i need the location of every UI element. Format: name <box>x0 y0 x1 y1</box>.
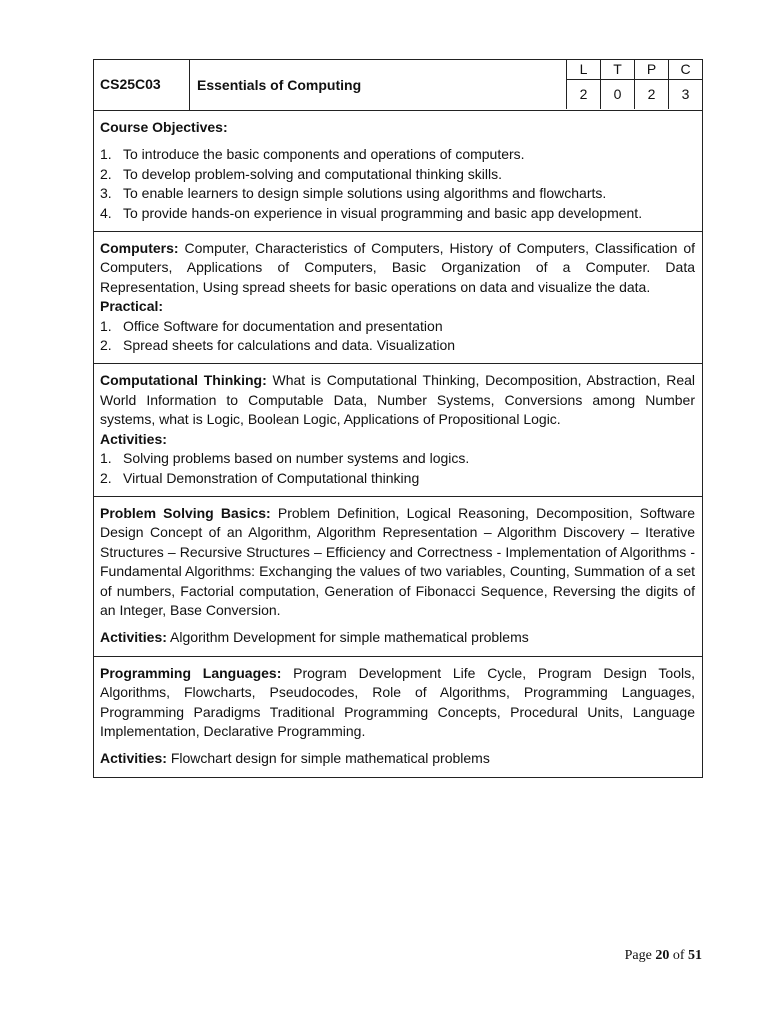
list-item: 2. Spread sheets for calculations and data. Visualization <box>100 337 456 354</box>
ltpc-header-l: L <box>566 60 600 80</box>
list-item: 3. To enable learners to design simple solutions using algorithms and flowcharts. <box>100 185 607 202</box>
course-code: CS25C03 <box>94 60 190 110</box>
unit-body: Computers: Computer, Characteristics of Computers, History of Computers, Classification of Computers, Applications of Computers, Basic Organization of a Computer. Data Representation, Using spread sheets for basic operations on data and visualize the data. <box>100 240 696 295</box>
objectives-heading: Course Objectives: <box>100 119 228 135</box>
syllabus-table <box>93 59 703 778</box>
unit-computational-thinking <box>94 364 702 496</box>
unit-computers <box>94 232 702 364</box>
objectives-section <box>94 111 702 232</box>
course-header-row <box>94 60 702 111</box>
ltpc-header-p: P <box>634 60 668 80</box>
ltpc-value-c: 3 <box>668 80 702 109</box>
unit-body: Programming Languages: Program Development Life Cycle, Program Design Tools, Algorithms, Flowcharts, Pseudocodes, Role of Algorithms, Programming Languages, Programming Paradigms Traditional Programming Concepts, Procedural Units, Language Implementation, Declarative Programming. <box>100 664 696 739</box>
ltpc-header-c: C <box>668 60 702 80</box>
unit-problem-solving <box>94 497 702 657</box>
page-number: Page 20 of 51 <box>624 948 702 963</box>
unit-body: Computational Thinking: What is Computational Thinking, Decomposition, Abstraction, Real World Information to Computable Data, Number Systems, Conversions among Number systems, what is Logic, Boolean Logic, Applications of Propositional Logic. <box>100 372 696 428</box>
unit-programming-languages <box>94 657 702 777</box>
list-item: 1. Office Software for documentation and presentation <box>100 317 443 334</box>
ltpc-header-t: T <box>600 60 634 80</box>
list-item: 1. Solving problems based on number systems and logics. <box>100 450 470 467</box>
activity-line: Activities: Flowchart design for simple mathematical problems <box>100 750 490 767</box>
unit-title: Programming Languages: <box>100 664 282 681</box>
unit-title: Computers: <box>100 240 179 257</box>
ltpc-grid <box>566 60 702 110</box>
objectives-list <box>100 145 695 223</box>
ltpc-value-l: 2 <box>566 80 600 109</box>
list-item: 1. To introduce the basic components and operations of computers. <box>100 146 525 163</box>
list-item: 2. To develop problem-solving and computational thinking skills. <box>100 165 502 182</box>
unit-title: Problem Solving Basics: <box>100 504 271 521</box>
ltpc-value-t: 0 <box>600 80 634 109</box>
activity-line: Activities: Algorithm Development for simple mathematical problems <box>100 629 529 646</box>
list-item: 4. To provide hands-on experience in visual programming and basic app development. <box>100 204 643 221</box>
practical-list <box>100 317 695 356</box>
activities-list <box>100 449 695 488</box>
list-item: 2. Virtual Demonstration of Computational thinking <box>100 469 420 486</box>
unit-body: Problem Solving Basics: Problem Definition, Logical Reasoning, Decomposition, Software Design Concept of an Algorithm, Algorithm Representation – Algorithm Discovery – Iterative Structures – Recursive Structures – Efficiency and Correctness - Implementation of Algorithms - Fundamental Algorithms: Exchanging the values of two variables, Counting, Summation of a set of numbers, Factorial computation, Generation of Fibonacci Sequence, Reversing the digits of an Integer, Base Conversion. <box>100 504 695 618</box>
course-title: Essentials of Computing <box>197 77 362 93</box>
unit-title: Computational Thinking: <box>100 372 267 389</box>
practical-heading: Practical: <box>100 298 164 315</box>
ltpc-value-p: 2 <box>634 80 668 109</box>
activities-heading: Activities: <box>100 430 167 447</box>
